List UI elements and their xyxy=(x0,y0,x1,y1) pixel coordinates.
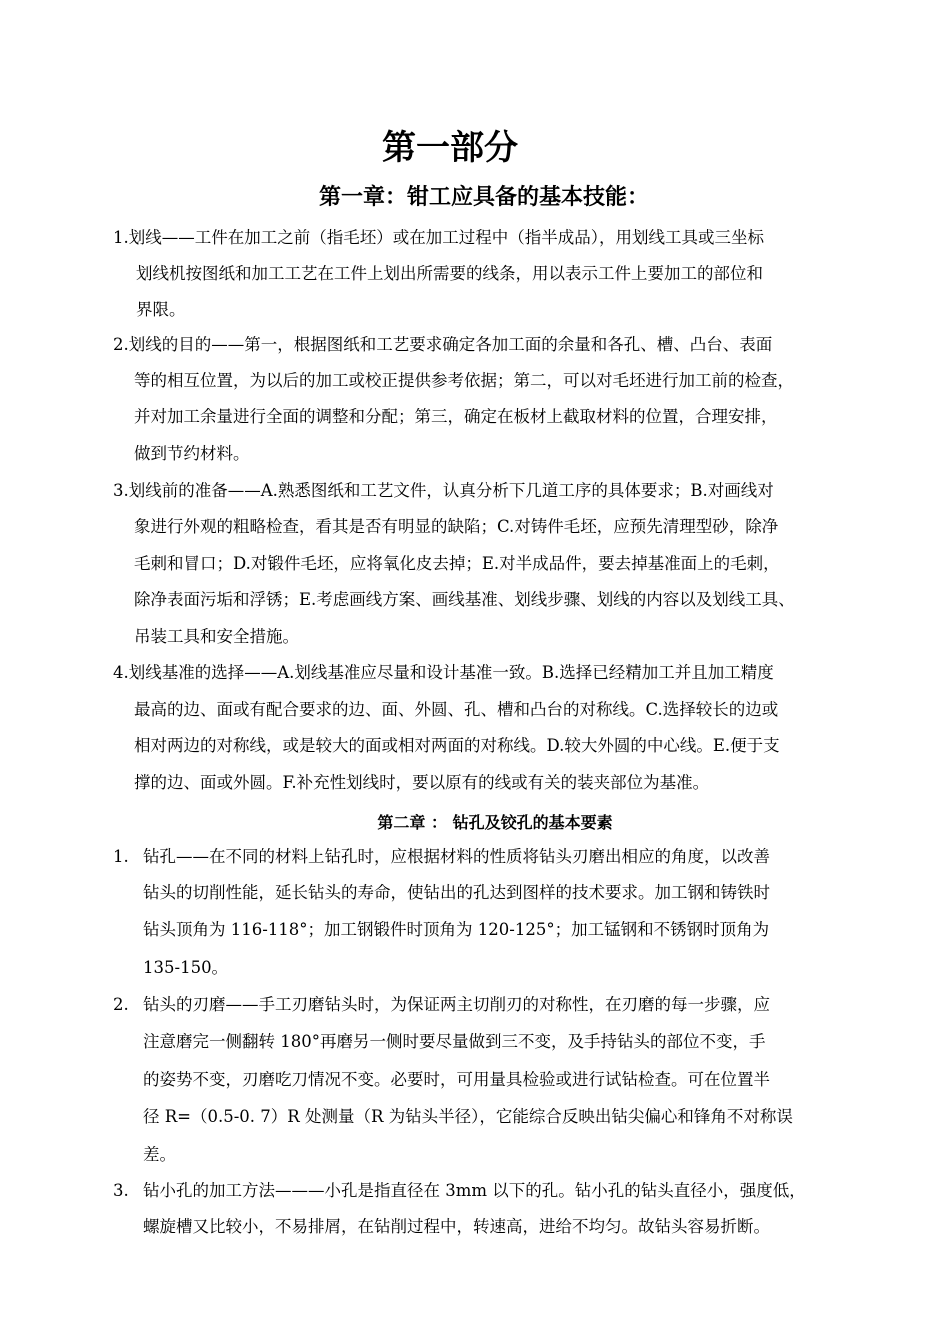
text-line: 除净表面污垢和浮锈；E.考虑画线方案、画线基准、划线步骤、划线的内容以及划线工具、 xyxy=(134,590,795,609)
text-line: 并对加工余量进行全面的调整和分配；第三，确定在板材上截取材料的位置，合理安排， xyxy=(134,407,778,426)
list-number: 1. xyxy=(113,847,129,866)
text-line: 相对两边的对称线，或是较大的面或相对两面的对称线。D.较大外圆的中心线。E.便于支 xyxy=(134,736,780,755)
text-line: 等的相互位置，为以后的加工或校正提供参考依据；第二，可以对毛坯进行加工前的检查， xyxy=(134,371,794,390)
chapter1-title: 第一章：钳工应具备的基本技能： xyxy=(318,184,649,210)
text-line: 撑的边、面或外圆。F.补充性划线时，要以原有的线或有关的装夹部位为基准。 xyxy=(134,773,710,792)
text-line: 2.划线的目的——第一，根据图纸和工艺要求确定各加工面的余量和各孔、槽、凸台、表面 xyxy=(113,335,773,354)
text-line: 差。 xyxy=(143,1145,176,1164)
text-line: 钻头顶角为 116-118°；加工钢锻件时顶角为 120-125°；加工锰钢和不锈钢时顶角为 xyxy=(143,920,770,939)
text-line: 最高的边、面或有配合要求的边、面、外圆、孔、槽和凸台的对称线。C.选择较长的边或 xyxy=(134,700,779,719)
chapter2-title: 第二章 ： 钻孔及铰孔的基本要素 xyxy=(377,813,613,832)
text-line: 象进行外观的粗略检查，看其是否有明显的缺陷；C.对铸件毛坯，应预先清理型砂，除净 xyxy=(134,517,779,536)
text-line: 毛刺和冒口；D.对锻件毛坯，应将氧化皮去掉；E.对半成品件，要去掉基准面上的毛刺， xyxy=(134,554,780,573)
text-line: 吊装工具和安全措施。 xyxy=(134,627,299,646)
text-line: 135-150。 xyxy=(143,958,229,977)
text-line: 3.划线前的准备——A.熟悉图纸和工艺文件，认真分析下几道工序的具体要求；B.对画线对 xyxy=(113,481,774,500)
text-line: 钻孔——在不同的材料上钻孔时，应根据材料的性质将钻头刃磨出相应的角度，以改善 xyxy=(143,847,770,866)
text-line: 1.划线——工件在加工之前（指毛坯）或在加工过程中（指半成品），用划线工具或三坐标 xyxy=(113,228,764,247)
text-line: 的姿势不变，刃磨吃刀情况不变。必要时，可用量具检验或进行试钻检查。可在位置半 xyxy=(143,1070,770,1089)
text-line: 界限。 xyxy=(136,300,186,319)
list-number: 3. xyxy=(113,1181,129,1200)
text-line: 螺旋槽又比较小，不易排屑，在钻削过程中，转速高，进给不均匀。故钻头容易折断。 xyxy=(143,1217,770,1236)
text-line: 钻头的切削性能，延长钻头的寿命，使钻出的孔达到图样的技术要求。加工钢和铸铁时 xyxy=(143,883,770,902)
text-line: 钻小孔的加工方法———小孔是指直径在 3mm 以下的孔。钻小孔的钻头直径小，强度低， xyxy=(143,1181,806,1200)
text-line: 4.划线基准的选择——A.划线基准应尽量和设计基准一致。B.选择已经精加工并且加工精度 xyxy=(113,663,774,682)
text-line: 做到节约材料。 xyxy=(134,444,250,463)
text-line: 划线机按图纸和加工工艺在工件上划出所需要的线条，用以表示工件上要加工的部位和 xyxy=(136,264,763,283)
text-line: 钻头的刃磨——手工刃磨钻头时，为保证两主切削刃的对称性，在刃磨的每一步骤，应 xyxy=(143,995,770,1014)
part-title: 第一部分 xyxy=(382,128,518,168)
list-number: 2. xyxy=(113,995,129,1014)
text-line: 注意磨完一侧翻转 180°再磨另一侧时要尽量做到三不变，及手持钻头的部位不变，手 xyxy=(143,1032,766,1051)
text-line: 径 R=（0.5-0. 7）R 处测量（R 为钻头半径），它能综合反映出钻尖偏心和锋角不对称误 xyxy=(143,1107,793,1126)
